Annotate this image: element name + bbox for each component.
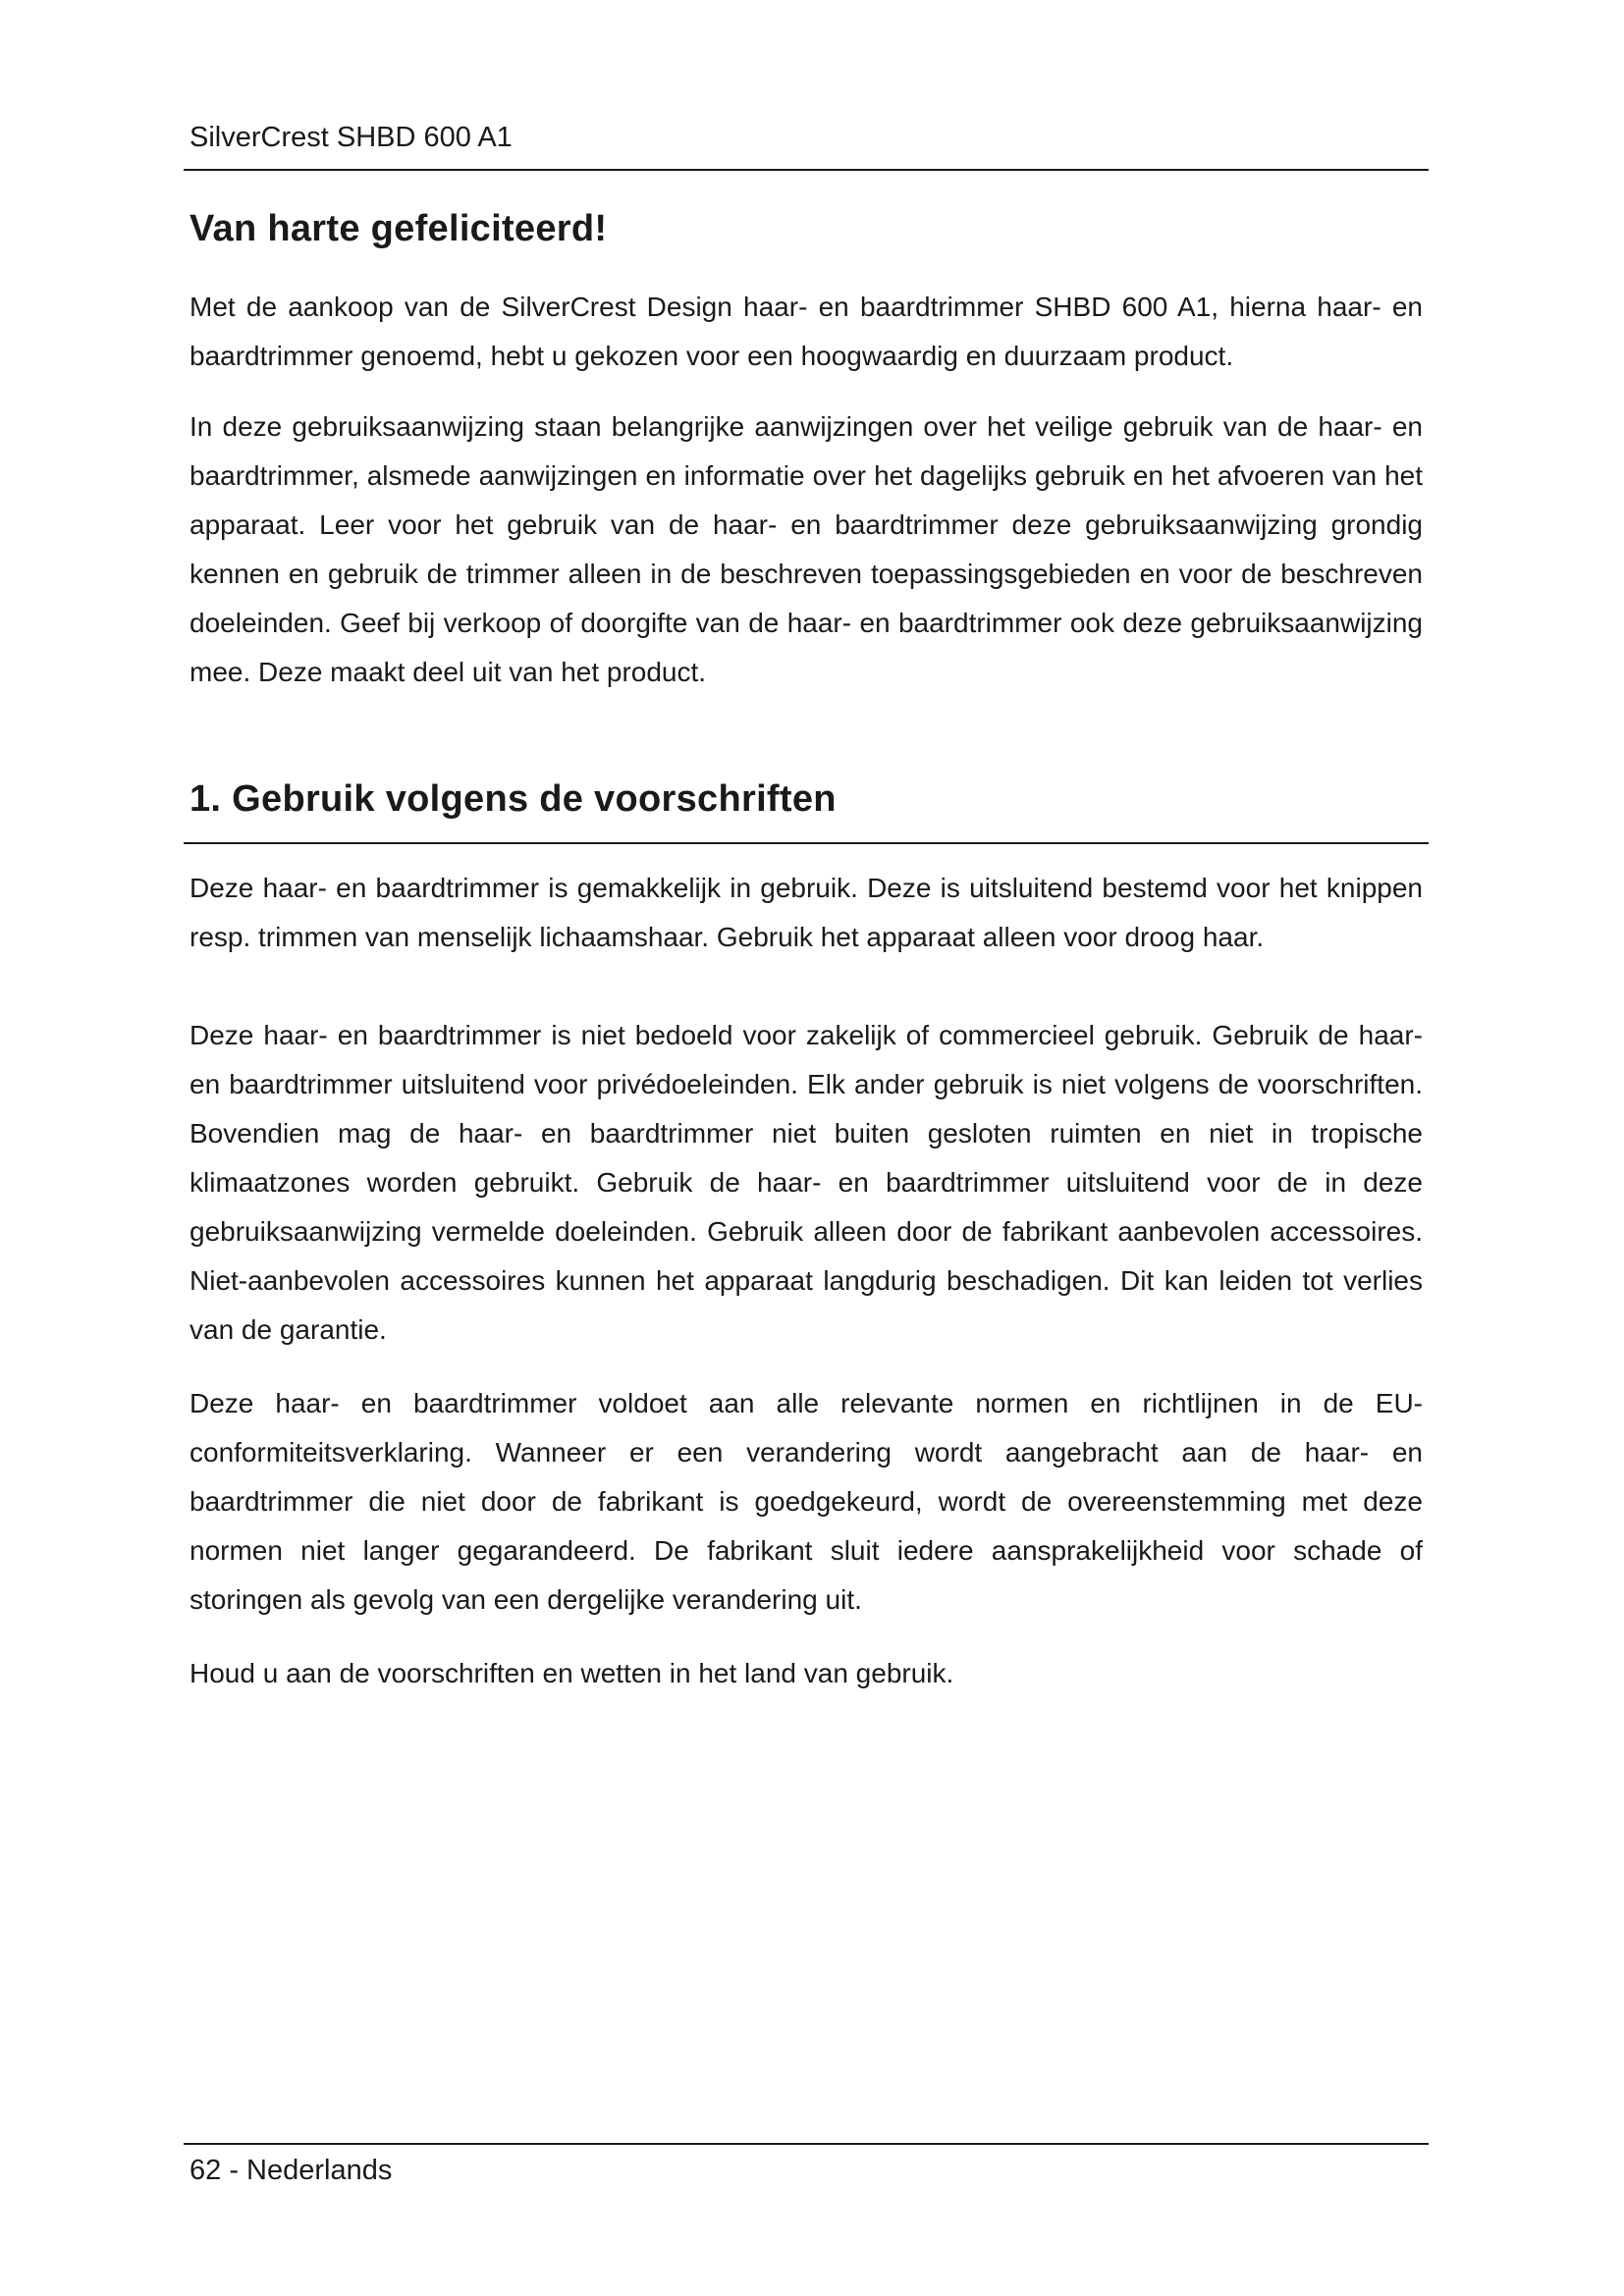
header-divider (184, 169, 1429, 171)
footer-divider (184, 2143, 1429, 2145)
section-heading: 1. Gebruik volgens de voorschriften (189, 778, 837, 820)
section-paragraph-3: Deze haar- en baardtrimmer voldoet aan alle relevante normen en richtlijnen in de EU-conformiteitsverklaring. Wanneer er een verandering wordt aangebracht aan de haar- en baardtrimmer die niet door de fabrikant is goedgekeurd, wordt de overeenstemming met deze normen niet langer gegarandeerd. De fabrikant sluit iedere aansprakelijkheid voor schade of storingen als gevolg van een dergelijke verandering uit. (189, 1388, 1423, 1615)
page-number-footer: 62 - Nederlands (189, 2155, 393, 2186)
intro-paragraph-1: Met de aankoop van de SilverCrest Design haar- en baardtrimmer SHBD 600 A1, hierna haar- en baardtrimmer genoemd, hebt u gekozen voor een hoogwaardig en duurzaam product. (189, 292, 1423, 371)
section-paragraph-4: Houd u aan de voorschriften en wetten in het land van gebruik. (189, 1658, 954, 1688)
section-divider (184, 842, 1429, 844)
section-paragraph-1: Deze haar- en baardtrimmer is gemakkelijk in gebruik. Deze is uitsluitend bestemd voor het knippen resp. trimmen van menselijk lichaamshaar. Gebruik het apparaat alleen voor droog haar. (189, 873, 1423, 952)
running-header: SilverCrest SHBD 600 A1 (189, 122, 513, 153)
intro-paragraph-2: In deze gebruiksaanwijzing staan belangrijke aanwijzingen over het veilige gebruik van de haar- en baardtrimmer, alsmede aanwijzingen en informatie over het dagelijks gebruik en het afvoeren van het apparaat. Leer voor het gebruik van de haar- en baardtrimmer deze gebruiksaanwijzing grondig kennen en gebruik de trimmer alleen in de beschreven toepassingsgebieden en voor de beschreven doeleinden. Geef bij verkoop of doorgifte van de haar- en baardtrimmer ook deze gebruiksaanwijzing mee. Deze maakt deel uit van het product. (189, 411, 1423, 687)
section-paragraph-2: Deze haar- en baardtrimmer is niet bedoeld voor zakelijk of commercieel gebruik. Gebruik de haar- en baardtrimmer uitsluitend voor privédoeleinden. Elk ander gebruik is niet volgens de voorschriften. Bovendien mag de haar- en baardtrimmer niet buiten gesloten ruimten en niet in tropische klimaatzones worden gebruikt. Gebruik de haar- en baardtrimmer uitsluitend voor de in deze gebruiksaanwijzing vermelde doeleinden. Gebruik alleen door de fabrikant aanbevolen accessoires. Niet-aanbevolen accessoires kunnen het apparaat langdurig beschadigen. Dit kan leiden tot verlies van de garantie. (189, 1020, 1423, 1345)
page-title: Van harte gefeliciteerd! (189, 208, 608, 249)
